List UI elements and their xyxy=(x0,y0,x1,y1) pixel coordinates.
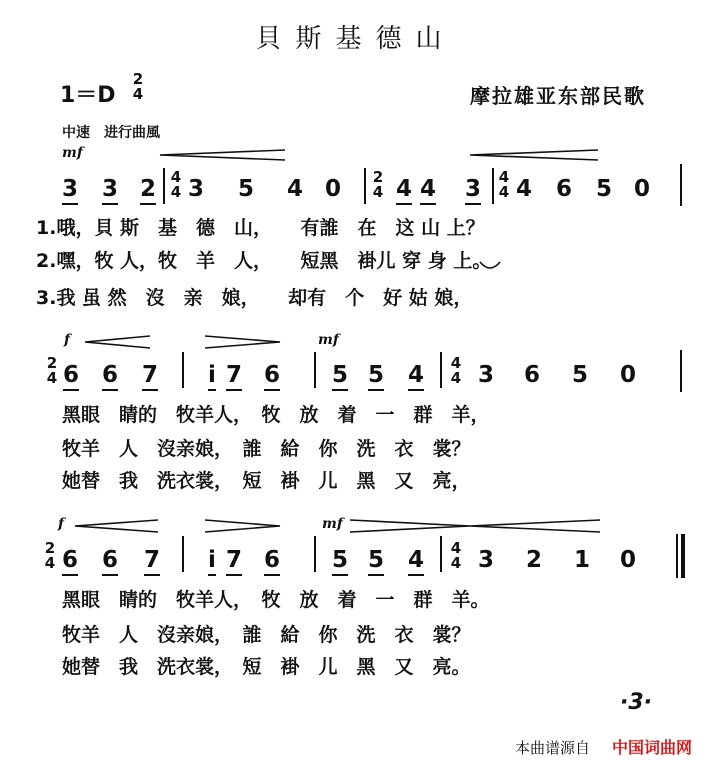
note: 5 xyxy=(332,362,348,391)
song-title: 貝斯基德山 xyxy=(255,24,456,54)
bar-line xyxy=(182,536,184,572)
dynamic-mf: mf xyxy=(318,332,339,348)
dynamic-mf: mf xyxy=(62,145,83,161)
note: 5 xyxy=(238,176,255,202)
bar-line xyxy=(314,536,316,572)
note: 6 xyxy=(524,362,541,388)
bar-line xyxy=(314,352,316,388)
lyric-line: 牧羊 人 沒亲娘， 誰 給 你 洗 衣 裳？ xyxy=(62,624,471,646)
note: 5 xyxy=(368,362,384,391)
time-top: 4 xyxy=(450,539,462,557)
note: 4 xyxy=(408,362,424,391)
note: 0 xyxy=(325,176,342,202)
time-change xyxy=(44,541,56,571)
final-bar-thin xyxy=(676,534,678,578)
time-bottom: 4 xyxy=(498,183,510,201)
bar-line xyxy=(163,168,165,204)
dynamic-f: f xyxy=(64,332,71,348)
note: i xyxy=(208,547,216,576)
time-change xyxy=(46,356,58,386)
bar-line xyxy=(440,352,442,388)
time-bottom: 4 xyxy=(450,554,462,572)
note: 6 xyxy=(556,176,573,202)
note: 6 xyxy=(264,362,280,391)
page-number: ·3· xyxy=(620,690,653,715)
lyric-line: 黑眼 睛的 牧羊人， 牧 放 着 一 群 羊， xyxy=(62,404,490,426)
time-bottom: 4 xyxy=(450,369,462,387)
note: i xyxy=(208,362,216,391)
time-top: 2 xyxy=(46,354,58,372)
note: 7 xyxy=(226,362,242,391)
note: 3 xyxy=(478,547,495,573)
note: 7 xyxy=(144,547,160,576)
note: 6 xyxy=(102,547,118,576)
note: 3 xyxy=(478,362,495,388)
composer-credit: 摩拉雄亚东部民歌 xyxy=(470,84,646,108)
bar-line xyxy=(364,168,366,204)
lyric-line: 3.我 虽 然 沒 亲 娘， 却有 个 好 姑 娘， xyxy=(36,287,473,309)
time-bottom: 4 xyxy=(44,554,56,572)
site-watermark: 中国词曲网 xyxy=(612,738,693,757)
note: 3 xyxy=(62,176,78,205)
note: 3 xyxy=(102,176,118,205)
lyric-line: 黑眼 睛的 牧羊人， 牧 放 着 一 群 羊。 xyxy=(62,589,490,611)
note: 0 xyxy=(620,547,637,573)
lyric-line: 1.哦，貝 斯 基 德 山， 有誰 在 这 山 上？ xyxy=(36,217,485,239)
note: 7 xyxy=(226,547,242,576)
time-sig-top: 2 xyxy=(132,70,144,88)
dynamic-mf: mf xyxy=(322,516,343,532)
lyric-line: 她替 我 洗衣裳， 短 褂 儿 黑 又 亮。 xyxy=(62,656,471,678)
note: 4 xyxy=(420,176,436,205)
note: 4 xyxy=(516,176,533,202)
time-top: 2 xyxy=(44,539,56,557)
note: 6 xyxy=(102,362,118,391)
lyric-line: 她替 我 洗衣裳， 短 褂 儿 黑 又 亮， xyxy=(62,470,471,492)
note: 0 xyxy=(620,362,637,388)
source-note: 本曲谱源自 xyxy=(515,739,591,757)
note: 4 xyxy=(408,547,424,576)
note: 6 xyxy=(264,547,280,576)
final-bar-thick xyxy=(681,534,685,578)
note: 2 xyxy=(526,547,543,573)
key-signature: 1＝D xyxy=(60,83,116,108)
time-top: 4 xyxy=(498,168,510,186)
time-top: 2 xyxy=(372,168,384,186)
note: 6 xyxy=(63,362,79,391)
bar-line xyxy=(182,352,184,388)
time-change xyxy=(450,541,462,571)
note: 0 xyxy=(634,176,651,202)
time-change xyxy=(372,170,384,200)
time-bottom: 4 xyxy=(46,369,58,387)
note: 3 xyxy=(188,176,205,202)
time-sig-bottom: 4 xyxy=(132,85,144,103)
note: 5 xyxy=(332,547,348,576)
note: 2 xyxy=(140,176,156,205)
tempo-marking: 中速 进行曲風 xyxy=(62,125,160,141)
bar-line xyxy=(680,350,682,392)
bar-line xyxy=(680,164,682,206)
time-change xyxy=(170,170,182,200)
note: 5 xyxy=(368,547,384,576)
page-number-value: 3 xyxy=(628,690,644,715)
note: 5 xyxy=(572,362,589,388)
lyric-line: 牧羊 人 沒亲娘， 誰 給 你 洗 衣 裳？ xyxy=(62,438,471,460)
note: 7 xyxy=(142,362,158,391)
time-top: 4 xyxy=(170,168,182,186)
time-bottom: 4 xyxy=(372,183,384,201)
time-change xyxy=(450,356,462,386)
note: 3 xyxy=(465,176,481,205)
time-change xyxy=(498,170,510,200)
note: 5 xyxy=(596,176,613,202)
note: 6 xyxy=(62,547,78,576)
bar-line xyxy=(492,168,494,204)
note: 4 xyxy=(396,176,412,205)
note: 4 xyxy=(287,176,304,202)
lyric-line: 2.嘿，牧 人，牧 羊 人， 短黑 褂儿 穿 身 上。 xyxy=(36,250,492,272)
time-bottom: 4 xyxy=(170,183,182,201)
dynamic-f: f xyxy=(58,516,65,532)
time-top: 4 xyxy=(450,354,462,372)
note: 1 xyxy=(574,547,591,573)
bar-line xyxy=(440,536,442,572)
